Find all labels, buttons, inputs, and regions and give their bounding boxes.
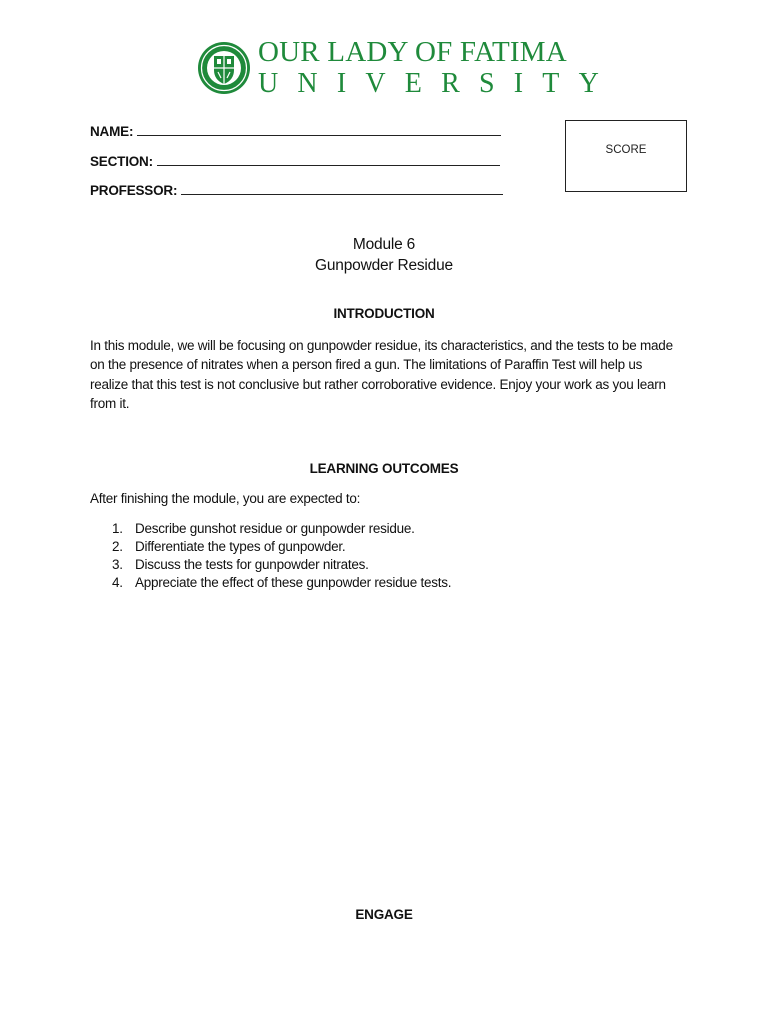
module-subtitle: Gunpowder Residue [315, 257, 453, 274]
section-label: SECTION: [90, 154, 153, 169]
university-name-line1: OUR LADY OF FATIMA [258, 36, 567, 68]
name-blank-line[interactable] [137, 123, 501, 136]
list-item-number: 4. [112, 575, 123, 590]
score-label: SCORE [605, 144, 647, 156]
professor-blank-line[interactable] [181, 182, 503, 195]
list-item-text: Discuss the tests for gunpowder nitrates. [135, 557, 369, 572]
introduction-heading: INTRODUCTION [333, 306, 435, 321]
list-item-number: 2. [112, 539, 123, 554]
section-field[interactable] [90, 153, 500, 169]
learning-outcomes-list [90, 520, 451, 592]
introduction-paragraph: In this module, we will be focusing on gunpowder residue, its characteristics, and the tests to be made on the presence of nitrates when a person fired a gun. The limitations of Paraffin Test will help us realize that this test is not conclusive but rather corroborative evidence. Enjoy your work as you learn from it. [90, 338, 673, 411]
list-item-text: Describe gunshot residue or gunpowder residue. [135, 521, 415, 536]
list-item-text: Appreciate the effect of these gunpowder residue tests. [135, 575, 452, 590]
score-box[interactable] [565, 120, 687, 192]
list-item [90, 574, 451, 592]
list-item-text: Differentiate the types of gunpowder. [135, 539, 346, 554]
name-label: NAME: [90, 124, 134, 139]
name-field[interactable] [90, 123, 501, 139]
university-seal-icon [197, 40, 251, 96]
module-title: Module 6 [352, 236, 416, 253]
list-item-number: 1. [112, 521, 123, 536]
list-item [90, 520, 451, 538]
section-blank-line[interactable] [157, 153, 500, 166]
list-item [90, 556, 451, 574]
learning-outcomes-heading: LEARNING OUTCOMES [309, 461, 459, 476]
professor-field[interactable] [90, 182, 503, 198]
professor-label: PROFESSOR: [90, 183, 178, 198]
learning-outcomes-lead: After finishing the module, you are expected to: [90, 491, 361, 506]
list-item [90, 538, 451, 556]
university-name-line2: UNIVERSITY [258, 68, 618, 99]
engage-heading: ENGAGE [355, 907, 413, 922]
list-item-number: 3. [112, 557, 123, 572]
